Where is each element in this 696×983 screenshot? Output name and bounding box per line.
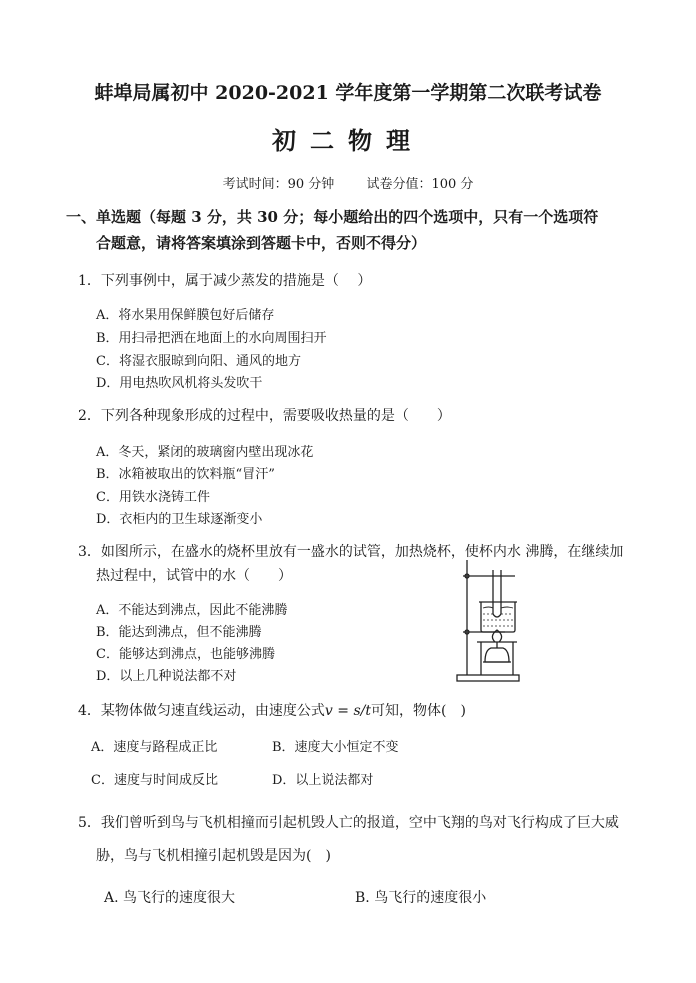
q2-option-a: A．冬天，紧闭的玻璃窗内壁出现冰花 [96, 445, 314, 460]
q3-option-b: B．能达到沸点，但不能沸腾 [96, 625, 262, 640]
exam-meta [0, 173, 696, 192]
q4-option-a: A．速度与路程成正比 [91, 740, 218, 755]
q4-option-c: C．速度与时间成反比 [91, 773, 218, 788]
q1-stem: 1．下列事例中，属于减少蒸发的措施是（ ） [78, 273, 372, 289]
q1-option-b: B．用扫帚把洒在地面上的水向周围扫开 [96, 331, 327, 346]
q4-option-d: D．以上说法都对 [272, 773, 374, 788]
section-heading-line1: 一、单选题（每题 3 分，共 30 分；每小题给出的四个选项中，只有一个选项符 [66, 208, 599, 226]
q4-formula: v = s/t [324, 703, 371, 719]
q2-option-b: B．冰箱被取出的饮料瓶“冒汗” [96, 467, 275, 482]
q5-stem-line1: 5．我们曾听到鸟与飞机相撞而引起机毁人亡的报道，空中飞翔的鸟对飞行构成了巨大威 [78, 815, 619, 831]
subject-title: 初二物理 [272, 126, 424, 155]
q4-stem-prefix: 4．某物体做匀速直线运动，由速度公式 [78, 703, 325, 719]
section-heading-line2: 合题意，请将答案填涂到答题卡中，否则不得分） [96, 234, 427, 252]
q4-stem-suffix: 可知，物体( ) [370, 703, 466, 719]
full-score: 试卷分值：100 分 [366, 177, 474, 192]
exam-time: 考试时间：90 分钟 [222, 177, 335, 192]
q3-stem-line2: 热过程中，试管中的水（ ） [96, 568, 292, 584]
exam-title: 蚌埠局属初中 2020-2021 学年度第一学期第二次联考试卷 [94, 82, 602, 104]
q5-stem-line2: 胁，鸟与飞机相撞引起机毁是因为( ) [96, 848, 331, 864]
q3-option-c: C．能够达到沸点，也能够沸腾 [96, 647, 275, 662]
q3-option-d: D．以上几种说法都不对 [96, 669, 237, 684]
q4-option-b: B．速度大小恒定不变 [272, 740, 399, 755]
q2-option-d: D．衣柜内的卫生球逐渐变小 [96, 512, 263, 527]
q1-option-d: D．用电热吹风机将头发吹干 [96, 376, 263, 391]
q5-option-b: B. 鸟飞行的速度很小 [355, 890, 487, 906]
boiling-apparatus-figure [455, 558, 525, 688]
q3-stem-line1: 3．如图所示，在盛水的烧杯里放有一盛水的试管，加热烧杯，使杯内水 沸腾，在继续加 [78, 544, 624, 560]
q3-option-a: A．不能达到沸点，因此不能沸腾 [96, 603, 288, 618]
q1-option-c: C．将湿衣服晾到向阳、通风的地方 [96, 354, 301, 369]
q2-option-c: C．用铁水浇铸工件 [96, 490, 210, 505]
q1-option-a: A．将水果用保鲜膜包好后储存 [96, 308, 275, 323]
q4-stem [78, 700, 466, 720]
q5-option-a: A. 鸟飞行的速度很大 [104, 890, 236, 906]
q2-stem: 2．下列各种现象形成的过程中，需要吸收热量的是（ ） [78, 408, 451, 424]
